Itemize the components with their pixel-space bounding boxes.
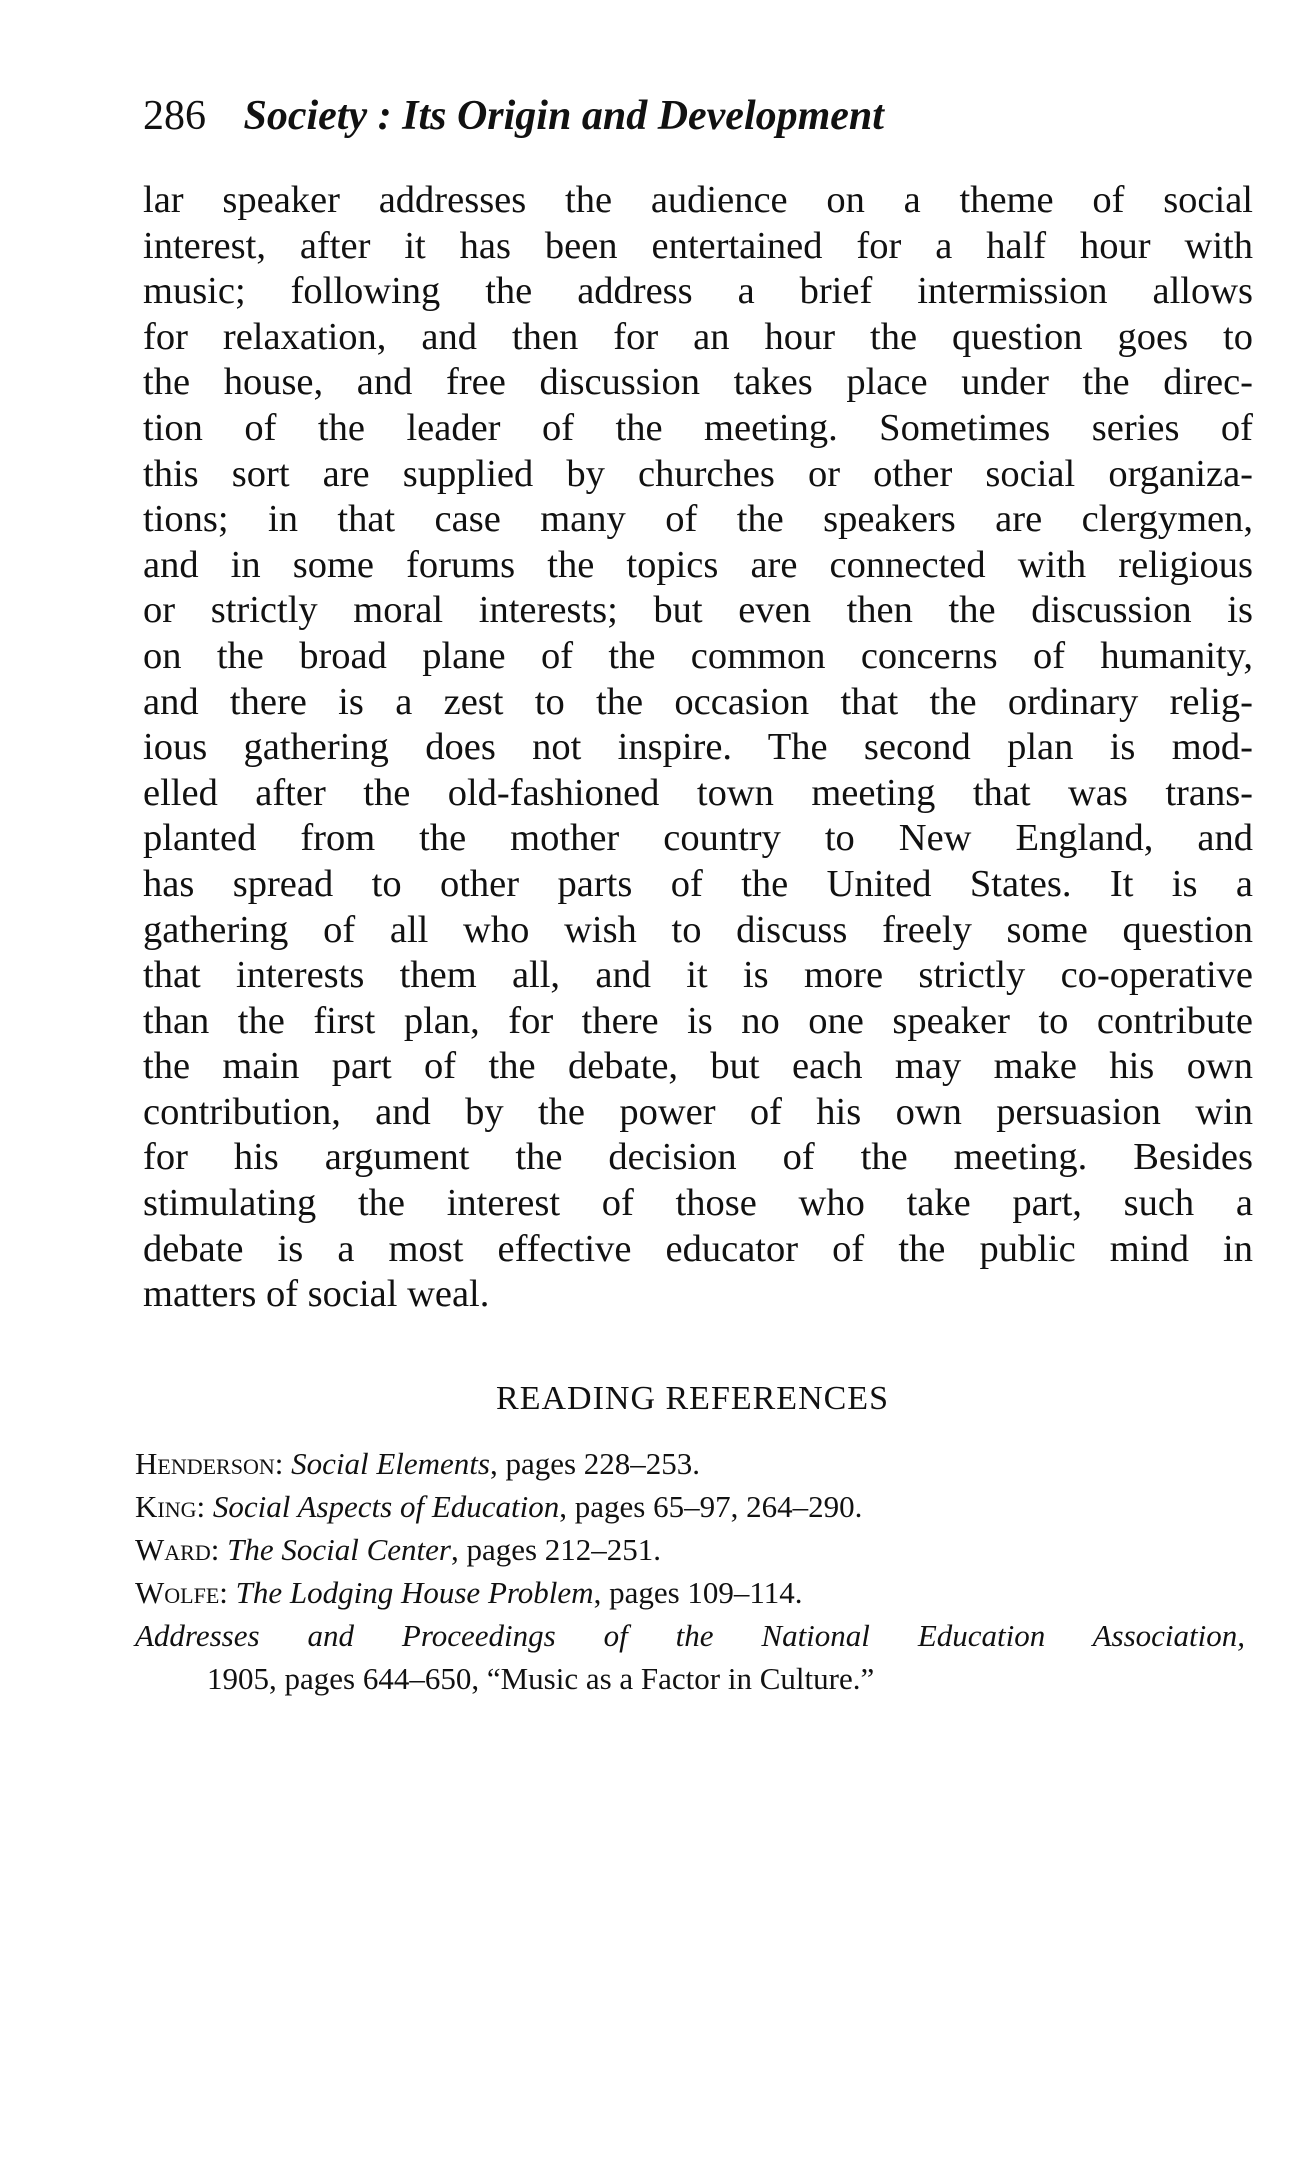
text-line: stimulating the interest of those who take part, such a bbox=[143, 1182, 1253, 1225]
text-line: or strictly moral interests; but even then the discussion is bbox=[143, 589, 1253, 632]
page-number: 286 bbox=[143, 93, 206, 139]
reference-item bbox=[135, 1614, 1245, 1657]
text-line: that interests them all, and it is more strictly co-operative bbox=[143, 954, 1253, 997]
text-line: on the broad plane of the common concerns of humanity, bbox=[143, 634, 1253, 677]
text-line: elled after the old-fashioned town meeting that was trans- bbox=[143, 771, 1253, 814]
text-line: tion of the leader of the meeting. Sometimes series of bbox=[143, 406, 1253, 449]
text-line: gathering of all who wish to discuss freely some question bbox=[143, 908, 1253, 951]
reference-title: Addresses and Proceedings of the National Education Association, bbox=[135, 1618, 1245, 1653]
reference-item-continuation: 1905, pages 644–650, “Music as a Factor in Culture.” bbox=[207, 1661, 875, 1696]
text-line: and in some forums the topics are connected with religious bbox=[143, 543, 1253, 586]
reference-item bbox=[135, 1571, 1245, 1614]
text-line: for his argument the decision of the meeting. Besides bbox=[143, 1136, 1253, 1179]
text-line: and there is a zest to the occasion that the ordinary relig- bbox=[143, 680, 1253, 723]
reference-pages: , pages 109–114. bbox=[593, 1575, 803, 1610]
reference-title: Social Aspects of Education bbox=[212, 1489, 560, 1524]
reference-pages: , pages 65–97, 264–290. bbox=[559, 1489, 863, 1524]
text-line: lar speaker addresses the audience on a theme of social bbox=[143, 179, 1253, 221]
text-line: music; following the address a brief intermission allows bbox=[143, 270, 1253, 313]
reference-author: King: bbox=[135, 1489, 206, 1524]
reading-references-heading: READING REFERENCES bbox=[496, 1380, 889, 1417]
text-line: debate is a most effective educator of the public mind in bbox=[143, 1227, 1253, 1270]
text-line: planted from the mother country to New England, and bbox=[143, 817, 1253, 860]
reference-author: Henderson: bbox=[135, 1446, 284, 1481]
reference-pages: , pages 212–251. bbox=[450, 1532, 662, 1567]
text-line: the main part of the debate, but each may make his own bbox=[143, 1045, 1253, 1088]
text-line: the house, and free discussion takes place under the direc- bbox=[143, 361, 1253, 404]
text-line: interest, after it has been entertained for a half hour with bbox=[143, 224, 1253, 267]
text-line: tions; in that case many of the speakers are clergymen, bbox=[143, 498, 1253, 541]
text-line: this sort are supplied by churches or other social organiza- bbox=[143, 452, 1253, 495]
running-title: Society : Its Origin and Development bbox=[243, 93, 884, 139]
reference-title: The Lodging House Problem bbox=[235, 1575, 594, 1610]
reference-list bbox=[135, 1442, 1245, 1700]
reference-pages: , pages 228–253. bbox=[489, 1446, 701, 1481]
reference-item bbox=[135, 1485, 1245, 1528]
text-line: contribution, and by the power of his own persuasion win bbox=[143, 1090, 1253, 1133]
text-line: ious gathering does not inspire. The second plan is mod- bbox=[143, 726, 1253, 769]
reference-title: Social Elements bbox=[291, 1446, 490, 1481]
text-line: matters of social weal. bbox=[143, 1273, 490, 1316]
reference-item bbox=[135, 1442, 1245, 1485]
reference-author: Wolfe: bbox=[135, 1575, 228, 1610]
running-header bbox=[143, 92, 1253, 140]
body-text bbox=[143, 178, 1253, 1318]
text-line: for relaxation, and then for an hour the question goes to bbox=[143, 315, 1253, 358]
reference-title: The Social Center bbox=[227, 1532, 451, 1567]
reference-author: Ward: bbox=[135, 1532, 220, 1567]
text-line: has spread to other parts of the United States. It is a bbox=[143, 862, 1253, 905]
text-line: than the first plan, for there is no one speaker to contribute bbox=[143, 999, 1253, 1042]
reference-item bbox=[135, 1528, 1245, 1571]
